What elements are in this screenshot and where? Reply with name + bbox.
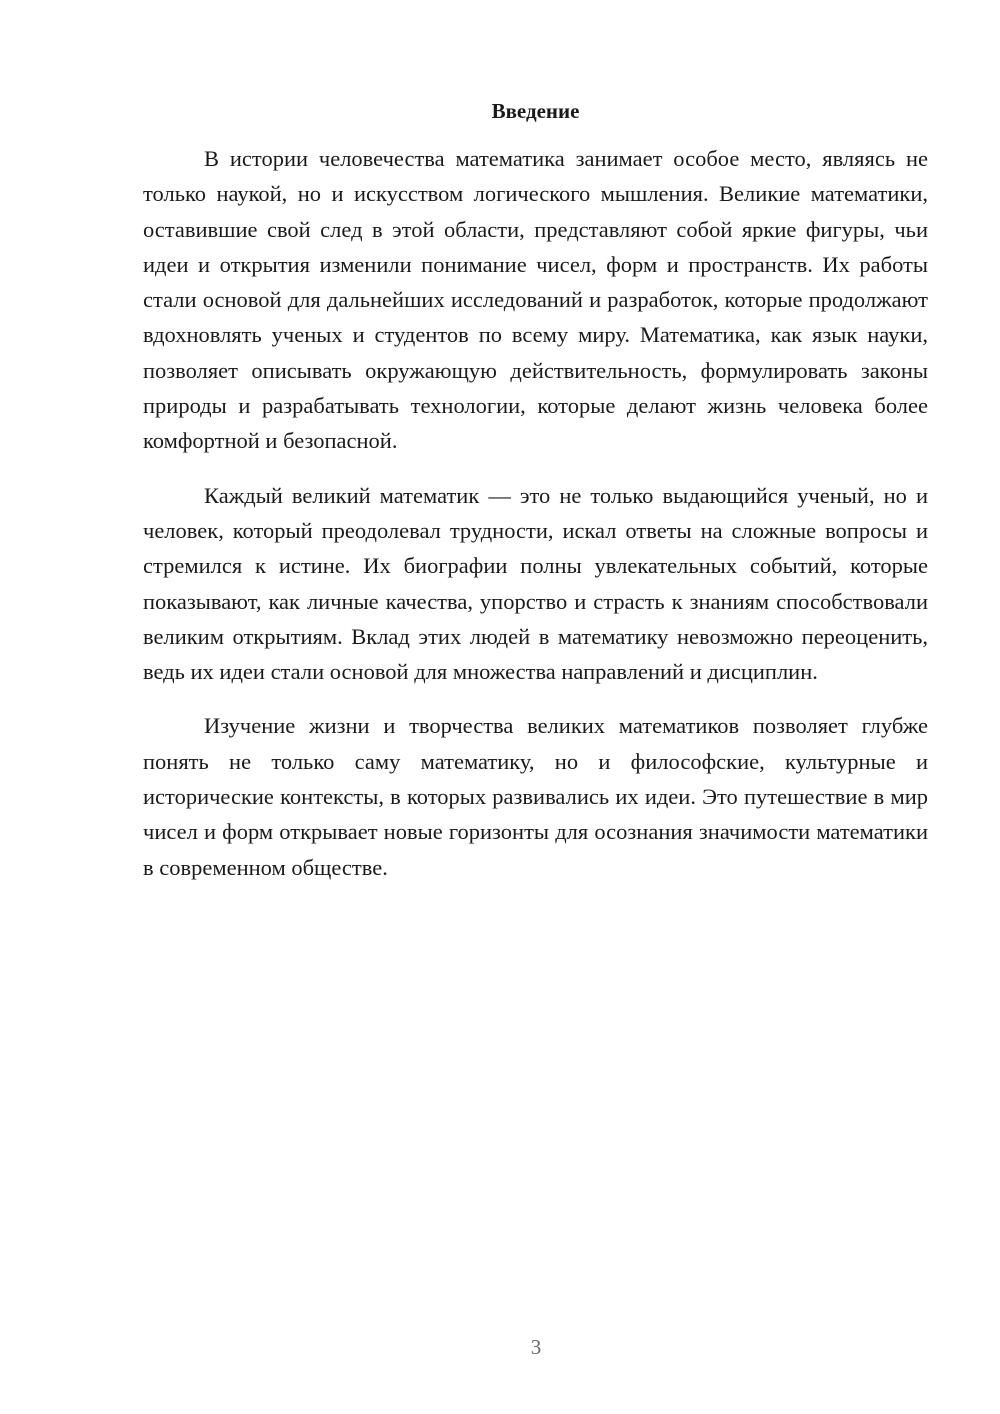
section-heading: Введение (491, 99, 580, 123)
page-number: 3 (530, 1335, 542, 1359)
body-text (143, 141, 928, 885)
paragraph-1: В истории человечества математика занимает особое место, являясь не только наукой, но и искусством логического мышления. Великие математики, оставившие свой след в этой области, представляют собой яркие фигуры, чьи идеи и открытия изменили понимание чисел, форм и пространств. Их работы стали основой для дальнейших исследований и разработок, которые продолжают вдохновлять ученых и студентов по всему миру. Математика, как язык науки, позволяет описывать окружающую действительность, формулировать законы природы и разрабатывать технологии, которые делают жизнь человека более комфортной и безопасной. (143, 146, 928, 454)
paragraph-2: Каждый великий математик — это не только выдающийся ученый, но и человек, который преодолевал трудности, искал ответы на сложные вопросы и стремился к истине. Их биографии полны увлекательных событий, которые показывают, как личные качества, упорство и страсть к знаниям способствовали великим открытиям. Вклад этих людей в математику невозможно переоценить, ведь их идеи стали основой для множества направлений и дисциплин. (143, 482, 928, 685)
paragraph-3: Изучение жизни и творчества великих математиков позволяет глубже понять не только саму математику, но и философские, культурные и исторические контексты, в которых развивались их идеи. Это путешествие в мир чисел и форм открывает новые горизонты для осознания значимости математики в современном обществе. (143, 713, 928, 880)
